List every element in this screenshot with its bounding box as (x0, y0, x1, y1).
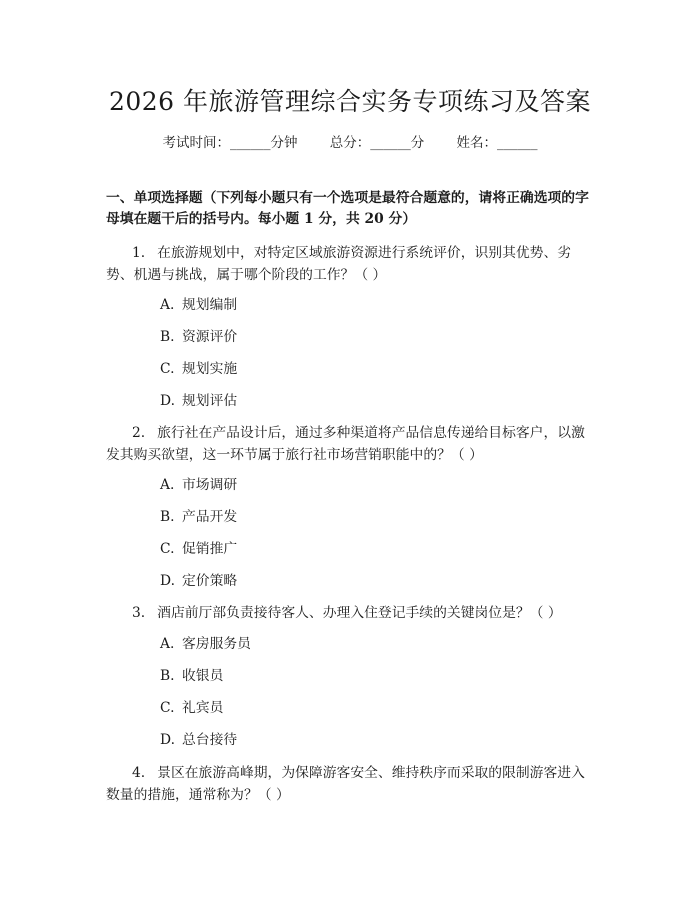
option-2d (160, 571, 237, 591)
option-letter: C. (160, 541, 175, 557)
option-1c (160, 359, 237, 379)
option-letter: A. (160, 477, 175, 493)
option-letter: B. (160, 668, 175, 684)
option-letter: A. (160, 636, 175, 652)
option-3b (160, 666, 223, 686)
option-2a (160, 475, 237, 495)
option-text: 产品开发 (182, 509, 238, 525)
question-3 (106, 602, 596, 624)
option-3a (160, 634, 251, 654)
option-1b (160, 327, 237, 347)
question-number: 1. (132, 245, 146, 261)
option-2c (160, 539, 237, 559)
question-number: 3. (132, 605, 146, 621)
option-text: 促销推广 (182, 541, 238, 557)
option-text: 市场调研 (182, 477, 238, 493)
question-text: 旅行社在产品设计后，通过多种渠道将产品信息传递给目标客户，以激发其购买欲望，这一环节属于旅行社市场营销职能中的？（ ） (106, 425, 585, 463)
question-number: 2. (132, 425, 146, 441)
option-letter: D. (160, 393, 175, 409)
option-1a (160, 295, 237, 315)
exam-name: 姓名：______ (456, 135, 538, 151)
question-1 (106, 242, 596, 286)
option-3d (160, 730, 237, 750)
exam-info-line (0, 131, 700, 151)
option-text: 资源评价 (182, 329, 238, 345)
question-2 (106, 422, 596, 466)
option-letter: B. (160, 329, 175, 345)
option-letter: A. (160, 297, 175, 313)
option-text: 规划实施 (182, 361, 238, 377)
option-3c (160, 698, 223, 718)
option-text: 规划编制 (182, 297, 238, 313)
exam-score: 总分：______分 (329, 135, 425, 151)
exam-time: 考试时间：______分钟 (162, 135, 298, 151)
option-1d (160, 391, 237, 411)
option-letter: B. (160, 509, 175, 525)
option-text: 规划评估 (182, 393, 238, 409)
question-number: 4. (132, 765, 146, 781)
option-text: 礼宾员 (182, 700, 224, 716)
option-text: 收银员 (182, 668, 224, 684)
option-letter: D. (160, 732, 175, 748)
question-text: 在旅游规划中，对特定区域旅游资源进行系统评价，识别其优势、劣势、机遇与挑战，属于哪个阶段的工作？（ ） (106, 245, 572, 283)
question-4 (106, 762, 596, 806)
document-title: 2026 年旅游管理综合实务专项练习及答案 (108, 87, 592, 116)
option-text: 客房服务员 (182, 636, 251, 652)
option-text: 定价策略 (182, 573, 238, 589)
section-heading: 一、单项选择题（下列每小题只有一个选项是最符合题意的，请将正确选项的字母填在题干后的括号内。每小题 1 分，共 20 分） (106, 190, 589, 227)
question-text: 酒店前厅部负责接待客人、办理入住登记手续的关键岗位是？（ ） (157, 605, 562, 621)
option-letter: C. (160, 700, 175, 716)
option-letter: C. (160, 361, 175, 377)
question-text: 景区在旅游高峰期，为保障游客安全、维持秩序而采取的限制游客进入数量的措施，通常称为？（ ） (106, 765, 585, 803)
option-text: 总台接待 (182, 732, 238, 748)
option-letter: D. (160, 573, 175, 589)
option-2b (160, 507, 237, 527)
